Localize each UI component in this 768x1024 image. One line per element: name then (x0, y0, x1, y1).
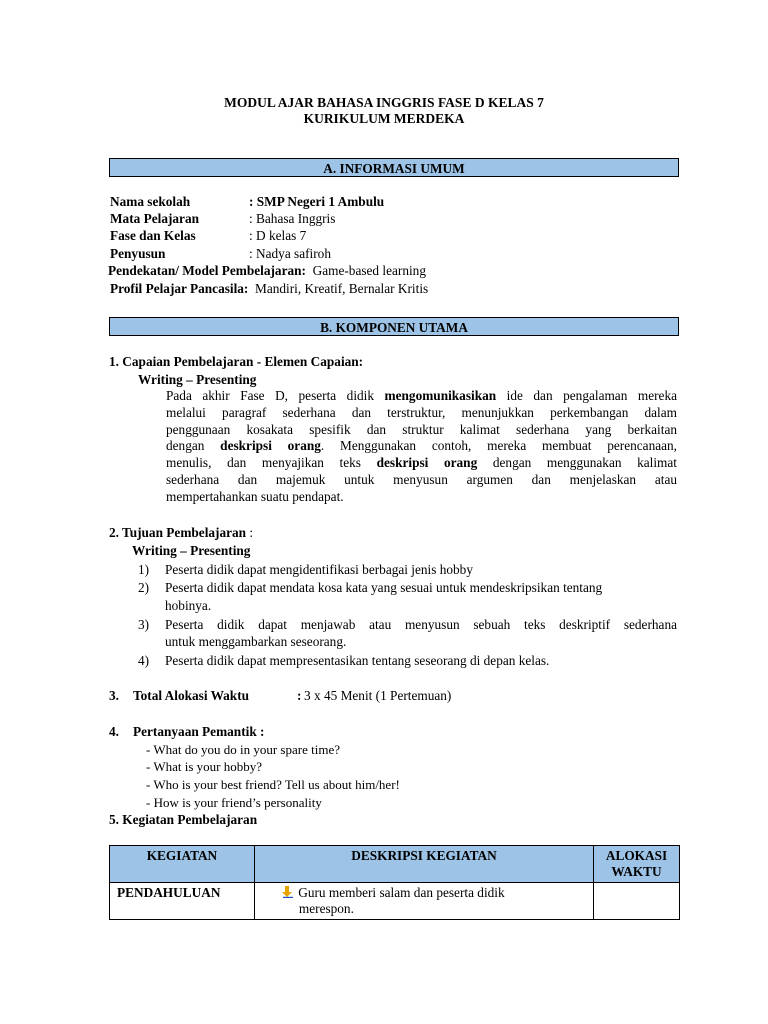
paragraph-text: melalui paragraf sederhana dan terstruktur, menunjukkan perkembangan dalam (166, 404, 677, 420)
info-value: : Bahasa Inggris (249, 211, 336, 226)
paragraph-text: dengan menggunakan kalimat (477, 455, 678, 471)
list-text: Peserta didik dapat menjawab atau menyusun sebuah teks deskriptif sederhana (165, 617, 677, 632)
paragraph-line (166, 472, 677, 489)
alokasi-label: Total Alokasi Waktu (133, 688, 250, 703)
kegiatan-table (109, 845, 680, 920)
info-value: : Nadya safiroh (249, 246, 331, 261)
kegiatan-heading: 5. Kegiatan Pembelajaran (109, 812, 258, 827)
emphasis-text: deskripsi orang (376, 455, 478, 471)
paragraph-text: mempertahankan suatu pendapat. (166, 488, 344, 504)
paragraph-line (166, 489, 677, 506)
pemantik-heading: Pertanyaan Pemantik : (133, 724, 265, 739)
tujuan-heading-row (109, 525, 253, 541)
list-number: 2) (138, 580, 150, 595)
info-label: Profil Pelajar Pancasila: (110, 281, 249, 296)
col-header-deskripsi: DESKRIPSI KEGIATAN (254, 846, 593, 883)
alokasi-colon: : (297, 688, 302, 703)
info-label: Pendekatan/ Model Pembelajaran: (108, 263, 306, 278)
alokasi-value: 3 x 45 Menit (1 Pertemuan) (304, 688, 452, 703)
row-label-pendahuluan: PENDAHULUAN (110, 883, 255, 920)
info-value: Game-based learning (312, 263, 426, 278)
capaian-heading: 1. Capaian Pembelajaran - Elemen Capaian: (109, 354, 364, 369)
paragraph-text: sederhana dan majemuk untuk menyusun argumen dan menjelaskan atau (166, 471, 677, 487)
tujuan-subheading: Writing – Presenting (132, 543, 251, 558)
tujuan-heading: 2. Tujuan Pembelajaran (109, 525, 247, 540)
list-number: 4) (138, 653, 150, 668)
col-header-alokasi (594, 846, 680, 883)
paragraph-line (166, 405, 677, 422)
list-text: Peserta didik dapat mempresentasikan tentang seseorang di depan kelas. (165, 653, 550, 668)
info-row-nama-sekolah (110, 194, 384, 210)
pemantik-question: - How is your friend’s personality (146, 795, 322, 810)
list-number: 1) (138, 562, 150, 577)
info-row-profil (110, 281, 428, 297)
row-description-line2: merespon. (298, 901, 354, 916)
paragraph-text: penggunaan kosakata spesifik dan struktur kalimat sederhana yang berkaitan (166, 421, 677, 437)
paragraph-line (166, 455, 677, 472)
list-text: Peserta didik dapat mengidentifikasi berbagai jenis hobby (165, 562, 473, 577)
paragraph-line (166, 388, 677, 405)
info-label: Nama sekolah (110, 194, 191, 209)
paragraph-text: menulis, dan menyajikan teks (166, 455, 377, 471)
capaian-paragraph (166, 388, 677, 506)
list-number: 3) (138, 617, 150, 632)
emphasis-text: mengomunikasikan (384, 388, 497, 403)
list-text: hobinya. (165, 598, 212, 613)
info-row-fase-kelas (110, 228, 306, 244)
alokasi-number: 3. (109, 688, 119, 703)
capaian-subheading: Writing – Presenting (138, 372, 257, 387)
col-header-alokasi-line1: ALOKASI (605, 848, 668, 863)
paragraph-text: Pada akhir Fase D, peserta didik (166, 388, 385, 403)
list-text: untuk menggambarkan seseorang. (165, 634, 347, 649)
table-row (110, 883, 680, 920)
info-label: Fase dan Kelas (110, 228, 196, 243)
arrow-bullet-icon (281, 886, 295, 898)
info-label: Penyusun (110, 246, 166, 261)
pemantik-question: - Who is your best friend? Tell us about him/her! (146, 777, 400, 792)
emphasis-text: deskripsi orang (220, 438, 321, 454)
info-value: : SMP Negeri 1 Ambulu (249, 194, 385, 209)
info-value: : D kelas 7 (249, 228, 307, 243)
paragraph-text: ide dan pengalaman mereka (496, 388, 677, 403)
list-text: Peserta didik dapat mendata kosa kata yang sesuai untuk mendeskripsikan tentang (165, 580, 603, 595)
section-b-heading: B. KOMPONEN UTAMA (109, 317, 679, 336)
section-a-heading: A. INFORMASI UMUM (109, 158, 679, 177)
col-header-alokasi-line2: WAKTU (611, 864, 662, 879)
paragraph-line (166, 422, 677, 439)
row-alokasi (594, 883, 680, 920)
info-label: Mata Pelajaran (110, 211, 199, 226)
pemantik-question: - What is your hobby? (146, 759, 263, 774)
document-title: MODUL AJAR BAHASA INGGRIS FASE D KELAS 7 (224, 95, 544, 110)
info-row-mata-pelajaran (110, 211, 335, 227)
paragraph-line (166, 438, 677, 455)
info-row-penyusun (110, 246, 331, 262)
pemantik-question: - What do you do in your spare time? (146, 742, 340, 757)
paragraph-text: dengan (166, 438, 221, 454)
table-header-row (110, 846, 680, 883)
paragraph-text: . Menggunakan contoh, mereka membuat perencanaan, (320, 438, 677, 454)
col-header-kegiatan: KEGIATAN (110, 846, 255, 883)
document-subtitle: KURIKULUM MERDEKA (303, 111, 465, 126)
info-row-pendekatan (108, 263, 426, 279)
row-description-line1: Guru memberi salam dan peserta didik (298, 885, 505, 900)
tujuan-colon: : (246, 525, 254, 540)
row-description (254, 883, 593, 920)
pemantik-number: 4. (109, 724, 119, 739)
info-value: Mandiri, Kreatif, Bernalar Kritis (255, 281, 429, 296)
